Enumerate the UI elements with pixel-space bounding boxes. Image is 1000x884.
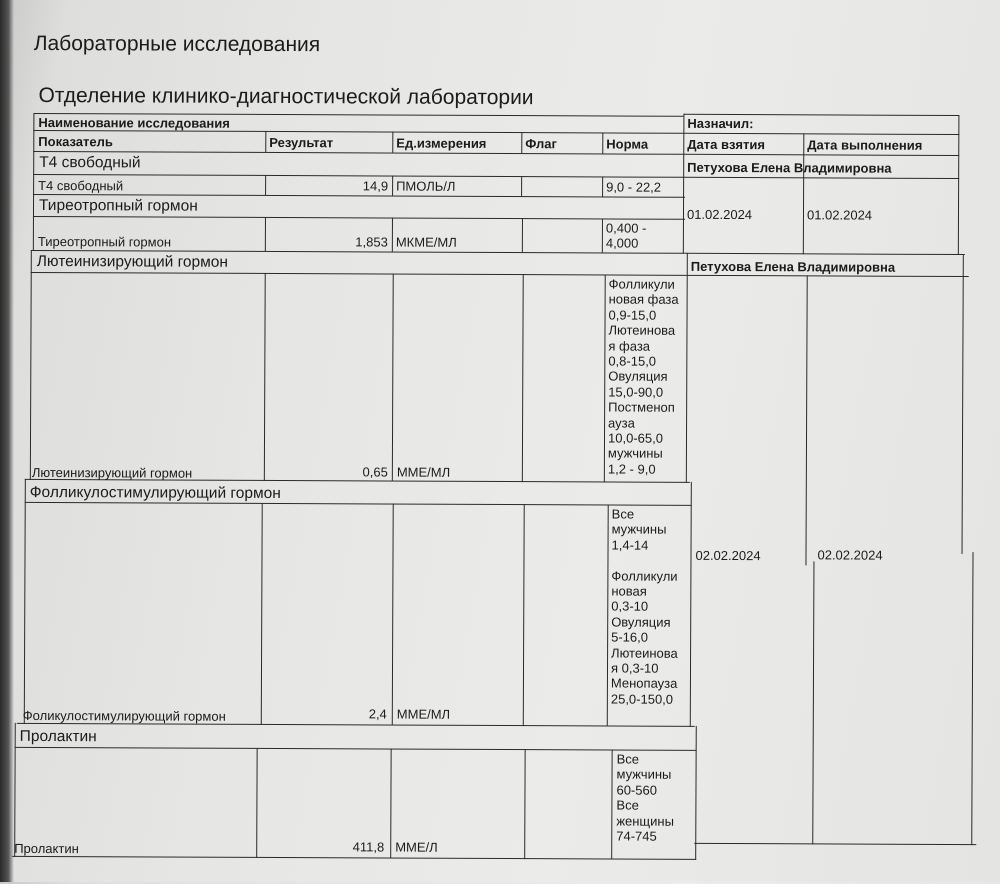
table-grid (2, 0, 1000, 2)
row-norm-lh: Фолликули новая фаза 0,9-15,0 Лютеинова я фаза 0,8-15,0 Овуляция 15,0-90,0 Постменоп ауза 10,0-65,0 мужчины 1,2 - 9,0 (607, 276, 679, 477)
row-norm-t4: 9,0 - 22,2 (606, 179, 662, 195)
section-title-prolactin: Пролактин (19, 727, 97, 746)
row-name-tsh: Тиреотропный гормон (37, 233, 172, 250)
date-taken-group2: 02.02.2024 (695, 547, 761, 564)
date-completed-group1: 01.02.2024 (806, 207, 873, 223)
col-norm: Норма (606, 136, 649, 152)
col-completed-date: Дата выполнения (807, 137, 923, 153)
row-result-t4: 14,9 (362, 178, 389, 194)
section-title-t4: Т4 свободный (39, 153, 141, 172)
header-assigned: Назначил: (687, 115, 754, 132)
header-study-name: Наименование исследования (38, 114, 230, 131)
row-unit-lh: ММЕ/МЛ (396, 464, 451, 480)
row-name-t4: Т4 свободный (38, 177, 124, 194)
department-title: Отделение клинико-диагностической лаборатории (38, 83, 534, 110)
doctor-name-2: Петухова Елена Владимировна (690, 258, 896, 275)
row-norm-prolactin: Все мужчины 60-560 Все женщины 74-745 (616, 751, 674, 844)
col-taken-date: Дата взятия (687, 136, 766, 153)
section-title-tsh: Тиреотропный гормон (38, 196, 198, 215)
page-title: Лабораторные исследования (33, 31, 321, 57)
date-taken-group1: 01.02.2024 (686, 206, 753, 223)
col-unit: Ед.измерения (396, 135, 487, 151)
date-completed-group2: 02.02.2024 (817, 547, 883, 563)
doctor-name: Петухова Елена Владимировна (687, 159, 892, 176)
section-title-fsh: Фолликулостимулирующий гормон (29, 483, 281, 503)
col-flag: Флаг (525, 136, 558, 152)
section-title-lh: Лютеинизирующий гормон (36, 252, 229, 271)
row-unit-prolactin: ММЕ/Л (395, 839, 438, 855)
row-result-tsh: 1,853 (355, 234, 388, 250)
row-name-prolactin: Пролактин (14, 840, 79, 857)
col-indicator: Показатель (38, 133, 113, 150)
row-result-fsh: 2,4 (368, 706, 387, 722)
row-unit-tsh: МКМЕ/МЛ (395, 234, 457, 250)
row-norm-tsh: 0,400 - 4,000 (605, 220, 647, 252)
col-result: Результат (269, 134, 334, 151)
row-name-lh: Лютеинизирующий гормон (31, 464, 193, 481)
row-norm-fsh: Все мужчины 1,4-14 Фолликули новая 0,3-10 Овуляция 5-16,0 Лютеинова я 0,3-10 Менопауза 25,0-150,0 (610, 506, 678, 707)
row-result-prolactin: 411,8 (352, 839, 385, 855)
row-result-lh: 0,65 (362, 464, 388, 480)
row-unit-t4: ПМОЛЬ/Л (396, 178, 456, 194)
row-unit-fsh: ММЕ/МЛ (396, 706, 451, 722)
row-name-fsh: Фоликулостимулирующий гормон (22, 707, 226, 724)
